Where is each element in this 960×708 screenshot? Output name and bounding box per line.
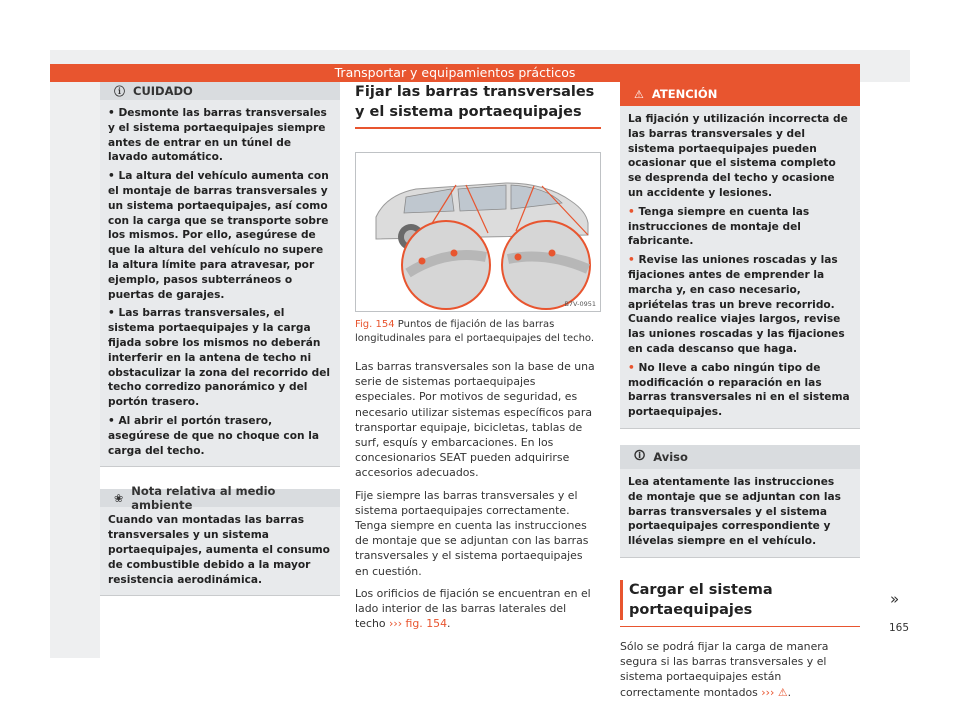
column-middle bbox=[355, 82, 601, 631]
figure-caption-text: Puntos de fijación de las barras longitudinales para el portaequipajes del techo. bbox=[355, 319, 595, 344]
atencion-header bbox=[620, 82, 860, 106]
page-number: 165 bbox=[889, 622, 910, 634]
figure-caption bbox=[355, 318, 599, 345]
paragraph: Los orificios de fijación se encuentran en el lado interior de las barras laterales del techo ››› fig. 154. bbox=[355, 586, 591, 631]
cuidado-item: • Las barras transversales, el sistema portaequipajes y la carga fijada sobre los mismos no deberán interferir en la antena de techo ni obstaculizar la zona del recorrido del techo corredizo panorámico y del portón trasero. bbox=[108, 307, 331, 409]
car-roof-figure bbox=[356, 153, 600, 311]
environment-note-header bbox=[100, 484, 340, 513]
cuidado-item: • La altura del vehículo aumenta con el montaje de barras transversales y un sistema portaequipajes, así como con la carga que se transporte sobre los mismos. Por ello, asegúrese de que la altura del vehículo no supere la altura límite para atravesar, por ejemplo, pasos subterráneos o puertas de garajes. bbox=[108, 170, 329, 301]
column-left bbox=[100, 82, 340, 596]
column-right bbox=[620, 82, 860, 700]
environment-note-box bbox=[100, 484, 340, 596]
warning-link[interactable]: ››› bbox=[761, 685, 775, 699]
section2-heading bbox=[620, 580, 860, 620]
atencion-item: • No lleve a cabo ningún tipo de modificación o reparación en las barras transversales ni en el sistema portaequipajes. bbox=[628, 361, 850, 419]
continue-marker: » bbox=[890, 590, 900, 608]
cuidado-body bbox=[100, 100, 340, 466]
atencion-item: • Revise las uniones roscadas y las fijaciones antes de emprender la marcha y, en caso necesario, apriételas tras un breve recorrido. Cuando realice viajes largos, revise las uniones roscadas y las fijaciones en cada descanso que haga. bbox=[628, 254, 845, 355]
atencion-box bbox=[620, 82, 860, 429]
content-area bbox=[100, 82, 910, 699]
cuidado-header bbox=[100, 82, 340, 100]
environment-note-title: Nota relativa al medio ambiente bbox=[131, 484, 276, 513]
section2-body: Sólo se podrá fijar la carga de manera segura si las barras transversales y el sistema portaequipajes están correctamente montados ››› ⚠. bbox=[620, 639, 829, 699]
aviso-title: Aviso bbox=[653, 449, 688, 464]
cuidado-item: • Al abrir el portón trasero, asegúrese de que no choque con la carga del techo. bbox=[108, 414, 319, 457]
figure-code: B7V-0951 bbox=[564, 300, 596, 308]
paragraph: Las barras transversales son la base de una serie de sistemas portaequipajes especiales. Por motivos de seguridad, es necesario utilizar sistemas específicos para transportar equipaje, bicicletas, tablas de surf, esquís y embarcaciones. En los concesionarios SEAT pueden adquirirse accesorios adecuados. bbox=[355, 360, 595, 480]
figure-154 bbox=[355, 152, 601, 312]
title-underline bbox=[355, 127, 601, 129]
paragraph: Fije siempre las barras transversales y el sistema portaequipajes correctamente. Tenga siempre en cuenta las instrucciones de montaje que se adjuntan con las barras transversales y el sistema portaequipajes en cuestión. bbox=[355, 488, 589, 578]
info-square-icon: 🛈 bbox=[634, 449, 646, 463]
warning-triangle-icon: ⚠ bbox=[634, 87, 644, 101]
aviso-header bbox=[620, 445, 860, 469]
section1-body bbox=[355, 359, 599, 638]
cuidado-title: CUIDADO bbox=[133, 84, 193, 98]
atencion-body bbox=[620, 106, 860, 428]
environment-note-body: Cuando van montadas las barras transversales y un sistema portaequipajes, aumenta el consumo de combustible debido a la mayor resistencia aerodinámica. bbox=[108, 514, 330, 586]
atencion-item: • Tenga siempre en cuenta las instrucciones de montaje del fabricante. bbox=[628, 205, 810, 248]
section-title-cargar: Cargar el sistema portaequipajes bbox=[629, 581, 773, 618]
info-circle-icon: ⓘ bbox=[114, 85, 125, 98]
aviso-body: Lea atentamente las instrucciones de montaje que se adjuntan con las barras transversales y el sistema portaequipajes correspondiente y llévelas siempre en el vehículo. bbox=[628, 475, 841, 548]
aviso-box bbox=[620, 445, 860, 558]
atencion-title: ATENCIÓN bbox=[651, 87, 718, 101]
page-header: Transportar y equipamientos prácticos bbox=[50, 64, 860, 82]
leaf-icon: ❀ bbox=[114, 491, 124, 505]
cuidado-item: • Desmonte las barras transversales y el sistema portaequipajes siempre antes de entrar en un túnel de lavado automático. bbox=[108, 107, 327, 164]
warning-link-icon[interactable]: ⚠ bbox=[777, 685, 788, 699]
section-title-fijar: Fijar las barras transversales y el sistema portaequipajes bbox=[355, 84, 595, 120]
atencion-intro: La fijación y utilización incorrecta de las barras transversales y del sistema portaequipajes pueden ocasionar que el sistema completo se desprenda del techo y ocasione un accidente y lesiones. bbox=[628, 113, 848, 199]
cuidado-box bbox=[100, 82, 340, 467]
title-underline bbox=[620, 626, 860, 627]
figure-caption-label: Fig. 154 bbox=[355, 319, 395, 330]
figure-link[interactable]: ››› fig. 154 bbox=[389, 617, 448, 631]
page bbox=[50, 50, 910, 699]
